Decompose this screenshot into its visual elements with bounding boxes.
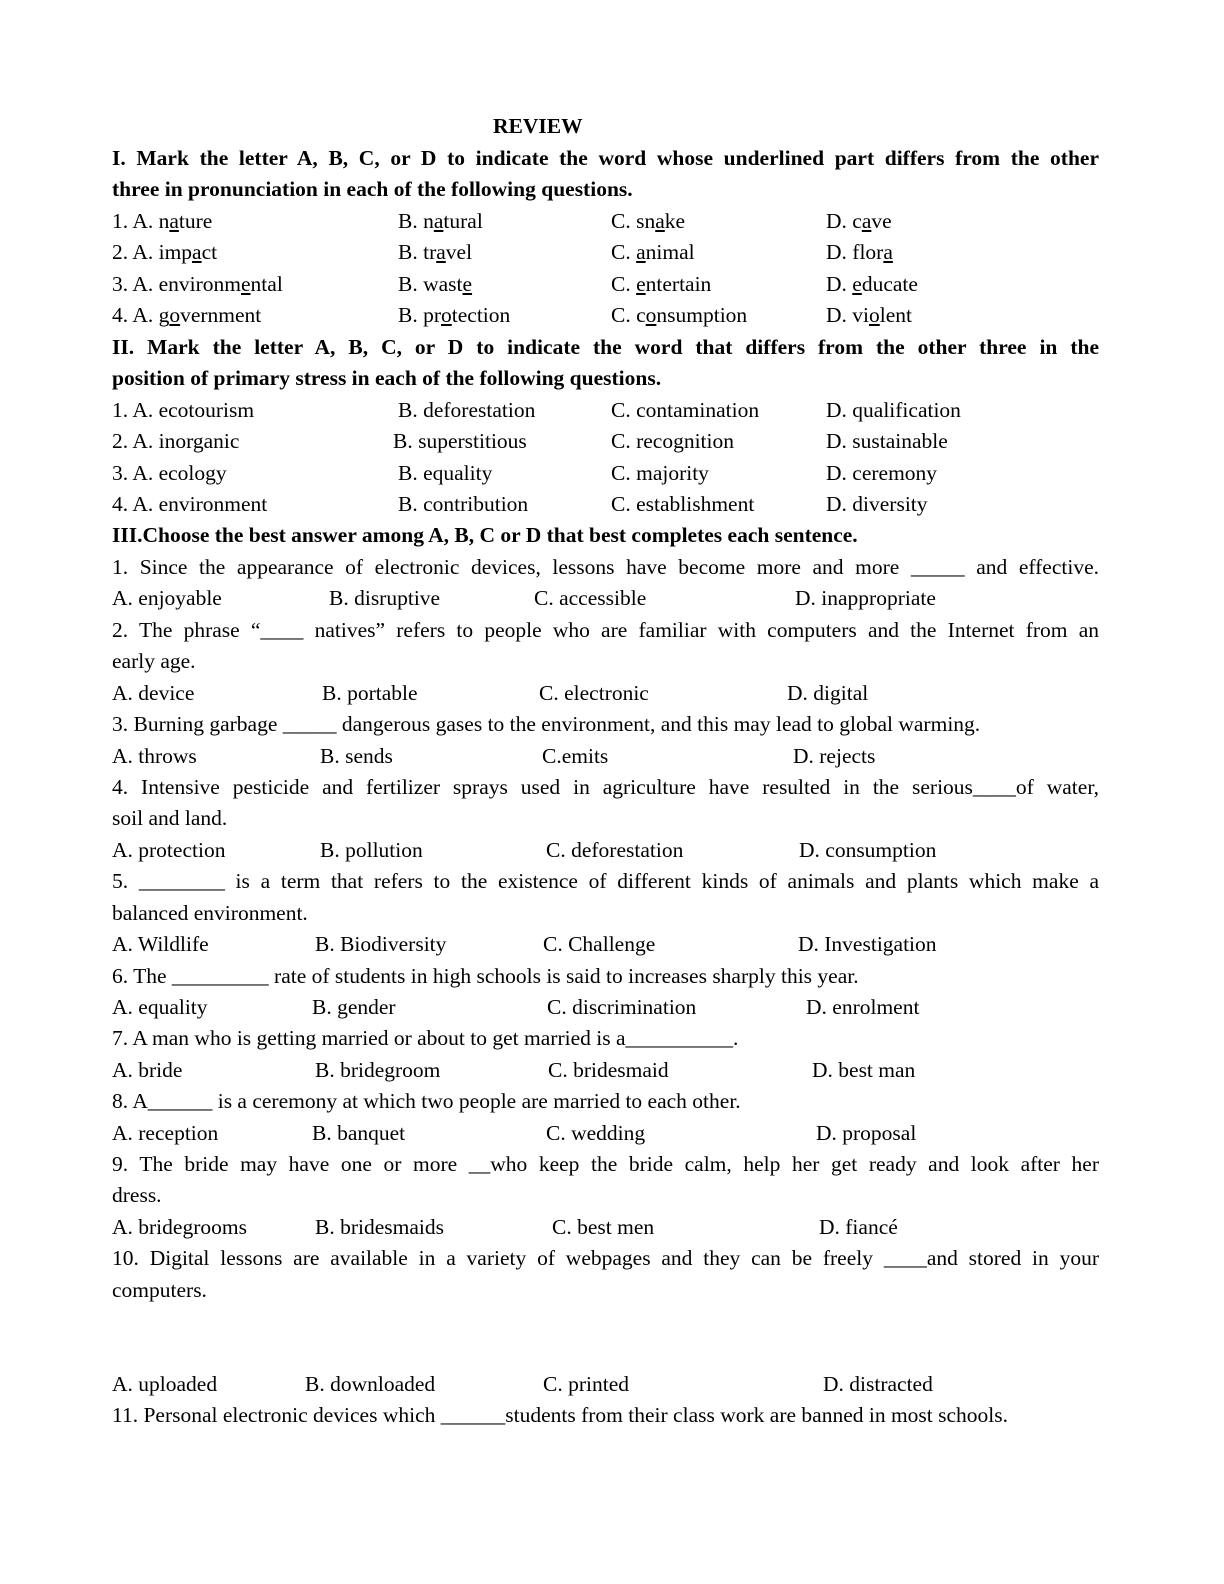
s3-q10-stem-line1: 10. Digital lessons are available in a variety of webpages and they can be freely ____and stored in your [112, 1246, 1099, 1270]
s3-q9-stem-line1: 9. The bride may have one or more __who keep the bride calm, help her get ready and look after her [112, 1152, 1099, 1176]
s3-q9-option-a: A. bridegrooms [112, 1215, 247, 1239]
underlined-letter: o [441, 303, 452, 327]
s2-q4-option-c: C. establishment [611, 492, 755, 516]
s2-q3-option-d: D. ceremony [826, 461, 938, 485]
s2-q1-option-c: C. contamination [611, 398, 760, 422]
option-prefix: D. [826, 272, 853, 296]
option-prefix: C. [611, 240, 637, 264]
s3-q10-stem-line2: computers. [112, 1278, 207, 1302]
word-part: n [158, 209, 170, 233]
s3-q8-option-b: B. banquet [312, 1121, 406, 1145]
option-prefix: 1. A. [112, 209, 159, 233]
word-part: n [423, 209, 434, 233]
s1-q4-option-c [611, 300, 747, 332]
s2-q2-option-b: B. superstitious [393, 429, 527, 453]
s1-q2-option-d [826, 237, 893, 269]
word-part: nimal [645, 240, 695, 264]
option-prefix: B. [398, 209, 424, 233]
section3-heading: III.Choose the best answer among A, B, C or D that best completes each sentence. [112, 523, 858, 547]
s3-q4-option-d: D. consumption [799, 838, 937, 862]
option-prefix: D. [826, 209, 853, 233]
underlined-letter: e [852, 272, 862, 296]
s3-q2-option-a: A. device [112, 681, 195, 705]
s3-q2-option-b: B. portable [322, 681, 418, 705]
s3-q10-option-d: D. distracted [823, 1372, 933, 1396]
s2-q2-option-d: D. sustainable [826, 429, 948, 453]
underlined-letter: e [241, 272, 251, 296]
word-part: ture [178, 209, 213, 233]
s2-q4-option-b: B. contribution [398, 492, 529, 516]
s3-q4-stem-line1: 4. Intensive pesticide and fertilizer sprays used in agriculture have resulted in the serious____of water, [112, 775, 1099, 799]
s3-q7-option-c: C. bridesmaid [548, 1058, 669, 1082]
s3-q4-option-a: A. protection [112, 838, 226, 862]
word-part: ve [871, 209, 892, 233]
s3-q4-option-b: B. pollution [320, 838, 423, 862]
s3-q3-option-a: A. throws [112, 744, 197, 768]
s1-q3-option-a [112, 269, 283, 301]
s1-q1-option-a [112, 206, 212, 238]
s3-q5-stem-line2: balanced environment. [112, 901, 308, 925]
s3-q1-option-c: C. accessible [534, 586, 647, 610]
option-prefix: B. [398, 272, 424, 296]
s3-q4-option-c: C. deforestation [546, 838, 684, 862]
s3-q10-option-b: B. downloaded [305, 1372, 436, 1396]
section2-heading-line1: II. Mark the letter A, B, C, or D to indicate the word that differs from the other three in the [112, 335, 1099, 359]
page-title: REVIEW [493, 114, 583, 138]
underlined-letter: a [861, 209, 872, 233]
s2-q4-option-d: D. diversity [826, 492, 928, 516]
s3-q3-stem: 3. Burning garbage _____ dangerous gases to the environment, and this may lead to global warming. [112, 712, 981, 736]
underlined-letter: a [436, 240, 446, 264]
underlined-letter: e [462, 272, 473, 296]
section2-heading-line2: position of primary stress in each of the following questions. [112, 366, 662, 390]
s3-q6-option-b: B. gender [312, 995, 396, 1019]
s3-q9-option-d: D. fiancé [819, 1215, 898, 1239]
s1-q2-option-b [398, 237, 472, 269]
s3-q8-option-c: C. wedding [546, 1121, 646, 1145]
s3-q3-option-d: D. rejects [793, 744, 876, 768]
s1-q1-option-b [398, 206, 483, 238]
underlined-letter: a [636, 240, 646, 264]
s3-q7-stem: 7. A man who is getting married or about to get married is a__________. [112, 1026, 739, 1050]
s1-q4-option-d [826, 300, 912, 332]
s3-q2-option-c: C. electronic [539, 681, 649, 705]
s3-q7-option-b: B. bridegroom [315, 1058, 441, 1082]
underlined-letter: e [636, 272, 646, 296]
s3-q7-option-d: D. best man [812, 1058, 916, 1082]
option-prefix: 3. A. [112, 272, 159, 296]
word-part: c [636, 303, 646, 327]
underlined-letter: o [169, 303, 181, 327]
option-prefix: 2. A. [112, 240, 159, 264]
word-part: nsumption [656, 303, 748, 327]
s2-q1-option-b: B. deforestation [398, 398, 536, 422]
s2-q3-option-b: B. equality [398, 461, 493, 485]
option-prefix: 4. A. [112, 303, 159, 327]
option-prefix: C. [611, 303, 637, 327]
s3-q2-stem-line2: early age. [112, 649, 196, 673]
word-part: ke [664, 209, 686, 233]
s3-q10-option-c: C. printed [543, 1372, 629, 1396]
option-prefix: D. [826, 240, 853, 264]
s3-q4-stem-line2: soil and land. [112, 806, 228, 830]
section1-heading-line2: three in pronunciation in each of the following questions. [112, 177, 633, 201]
s3-q6-option-a: A. equality [112, 995, 208, 1019]
word-part: imp [158, 240, 193, 264]
option-prefix: B. [398, 240, 424, 264]
underlined-letter: o [645, 303, 657, 327]
option-prefix: D. [826, 303, 853, 327]
s1-q2-option-c [611, 237, 695, 269]
s3-q5-stem-line1: 5. ________ is a term that refers to the existence of different kinds of animals and plants which make a [112, 869, 1099, 893]
word-part: ntertain [645, 272, 712, 296]
word-part: vel [445, 240, 473, 264]
word-part: c [852, 209, 862, 233]
s3-q5-option-c: C. Challenge [543, 932, 656, 956]
underlined-letter: a [433, 209, 444, 233]
s1-q1-option-d [826, 206, 892, 238]
s3-q1-stem: 1. Since the appearance of electronic devices, lessons have become more and more _____ and effective. [112, 555, 1099, 579]
s3-q5-option-d: D. Investigation [798, 932, 937, 956]
s3-q11-stem: 11. Personal electronic devices which ______students from their class work are banned in most schools. [112, 1403, 1009, 1427]
s2-q4-option-a: 4. A. environment [112, 492, 268, 516]
s3-q8-stem: 8. A______ is a ceremony at which two people are married to each other. [112, 1089, 741, 1113]
s2-q2-option-c: C. recognition [611, 429, 735, 453]
underlined-letter: a [655, 209, 665, 233]
s3-q5-option-b: B. Biodiversity [315, 932, 447, 956]
s3-q1-option-a: A. enjoyable [112, 586, 222, 610]
section1-heading-line1: I. Mark the letter A, B, C, or D to indicate the word whose underlined part differs from the other [112, 146, 1099, 170]
s1-q4-option-a [112, 300, 261, 332]
word-part: tr [423, 240, 437, 264]
s1-q4-option-b [398, 300, 510, 332]
word-part: wast [423, 272, 463, 296]
s2-q3-option-c: C. majority [611, 461, 709, 485]
word-part: vernment [180, 303, 262, 327]
s1-q3-option-d [826, 269, 918, 301]
s2-q3-option-a: 3. A. ecology [112, 461, 227, 485]
s3-q9-option-c: C. best men [552, 1215, 655, 1239]
underlined-letter: a [883, 240, 893, 264]
s2-q2-option-a: 2. A. inorganic [112, 429, 240, 453]
s3-q2-option-d: D. digital [787, 681, 869, 705]
word-part: flor [852, 240, 884, 264]
word-part: vi [852, 303, 870, 327]
s3-q6-option-d: D. enrolment [806, 995, 920, 1019]
word-part: ducate [861, 272, 918, 296]
s3-q5-option-a: A. Wildlife [112, 932, 209, 956]
s3-q3-option-c: C.emits [542, 744, 609, 768]
s3-q3-option-b: B. sends [320, 744, 393, 768]
s1-q3-option-c [611, 269, 711, 301]
s3-q6-option-c: C. discrimination [547, 995, 697, 1019]
word-part: g [158, 303, 170, 327]
option-prefix: C. [611, 272, 637, 296]
underlined-letter: a [169, 209, 179, 233]
word-part: pr [423, 303, 442, 327]
s3-q2-stem-line1: 2. The phrase “____ natives” refers to people who are familiar with computers and the Internet from an [112, 618, 1099, 642]
s3-q10-option-a: A. uploaded [112, 1372, 218, 1396]
option-prefix: B. [398, 303, 424, 327]
s3-q8-option-a: A. reception [112, 1121, 219, 1145]
option-prefix: C. [611, 209, 637, 233]
underlined-letter: o [869, 303, 880, 327]
word-part: sn [636, 209, 656, 233]
s3-q6-stem: 6. The _________ rate of students in high schools is said to increases sharply this year. [112, 964, 859, 988]
s3-q7-option-a: A. bride [112, 1058, 183, 1082]
s1-q2-option-a [112, 237, 217, 269]
underlined-letter: a [192, 240, 202, 264]
s2-q1-option-d: D. qualification [826, 398, 961, 422]
word-part: ntal [250, 272, 283, 296]
word-part: tural [443, 209, 483, 233]
word-part: environm [158, 272, 241, 296]
s1-q1-option-c [611, 206, 685, 238]
s3-q9-option-b: B. bridesmaids [315, 1215, 444, 1239]
s2-q1-option-a: 1. A. ecotourism [112, 398, 255, 422]
s3-q9-stem-line2: dress. [112, 1183, 162, 1207]
word-part: ct [201, 240, 218, 264]
s1-q3-option-b [398, 269, 472, 301]
word-part: lent [879, 303, 913, 327]
s3-q8-option-d: D. proposal [816, 1121, 917, 1145]
s3-q1-option-d: D. inappropriate [795, 586, 936, 610]
s3-q1-option-b: B. disruptive [329, 586, 441, 610]
word-part: tection [451, 303, 511, 327]
